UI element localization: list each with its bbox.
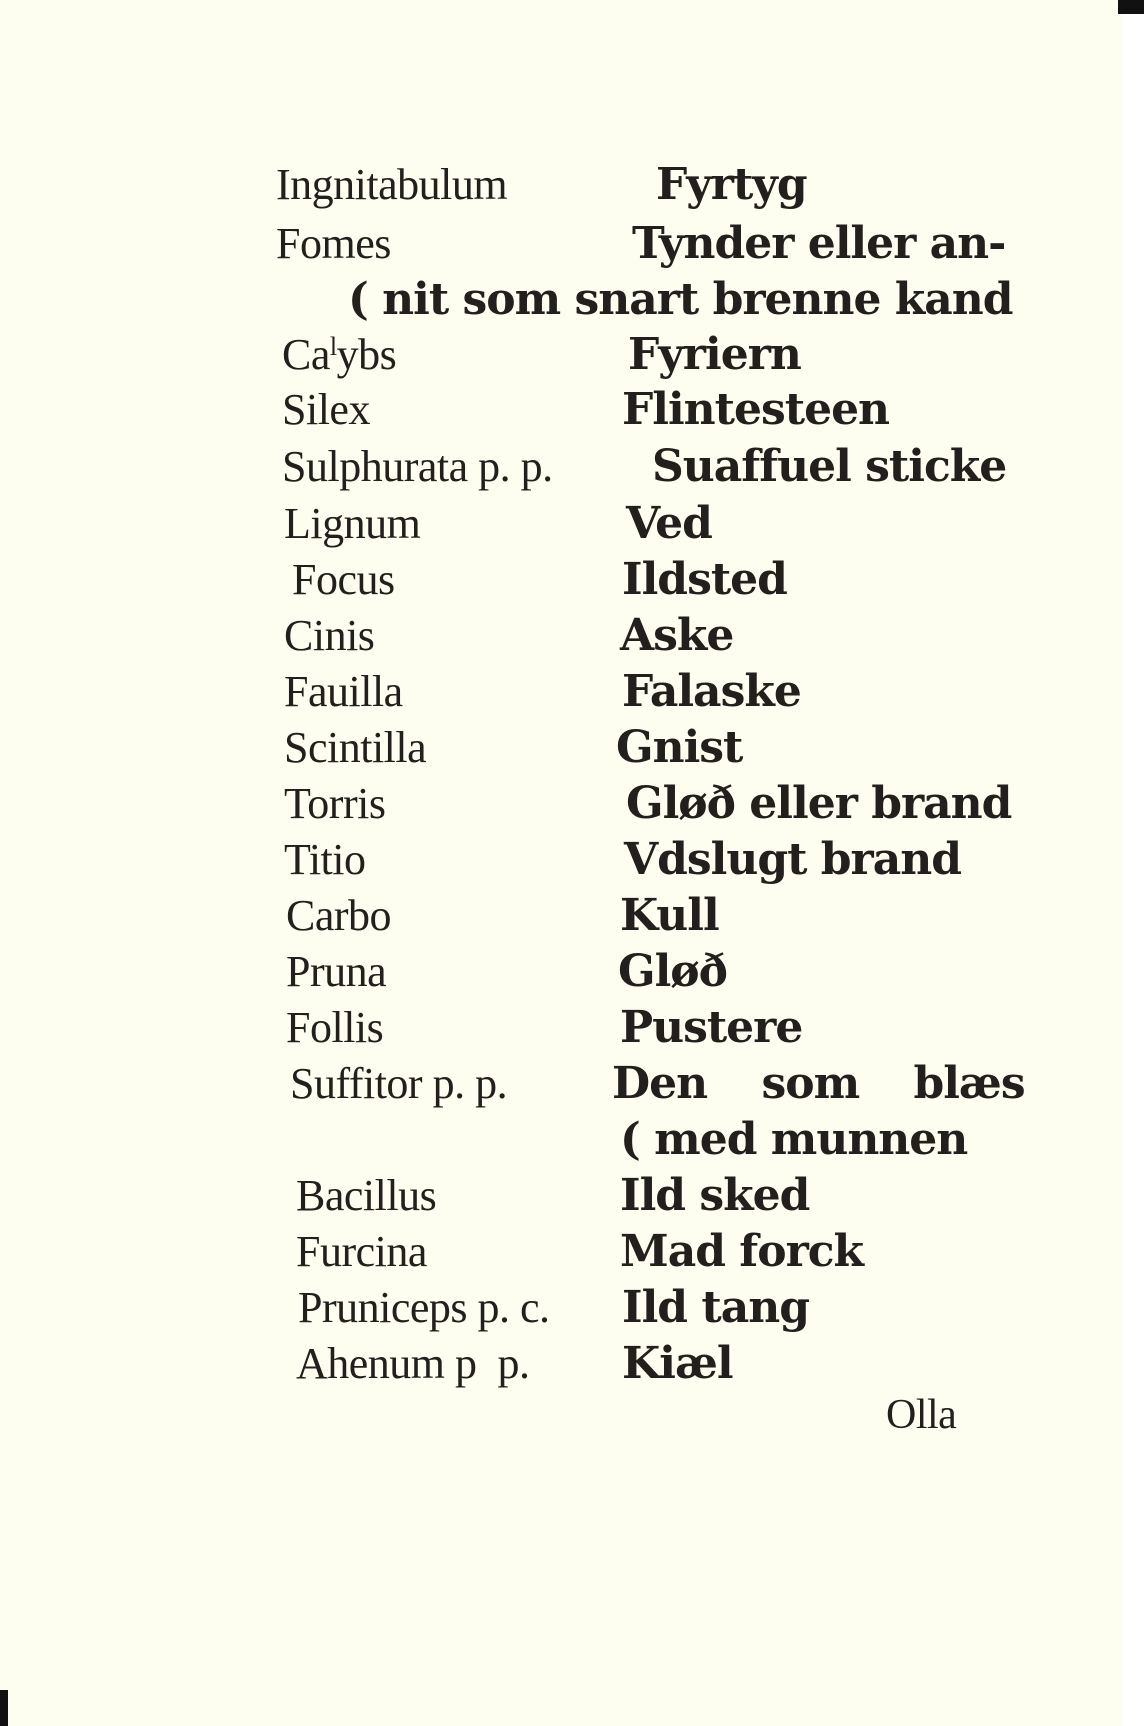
danish-term: Tynder eller an- [632, 218, 1006, 269]
danish-term: Pustere [620, 1002, 803, 1053]
danish-term: Gløð eller brand [626, 778, 1012, 829]
latin-term: Furcina [296, 1227, 427, 1276]
danish-term: Flintesteen [622, 384, 890, 435]
danish-term: Gløð [618, 946, 727, 997]
latin-term: Scintilla [284, 723, 427, 772]
danish-term: Falaske [622, 666, 801, 717]
latin-term: Silex [282, 385, 370, 434]
catchword: Olla [886, 1392, 957, 1438]
latin-term: Pruniceps p. c. [298, 1283, 550, 1332]
latin-term: Focus [292, 555, 395, 604]
latin-term: Follis [286, 1003, 384, 1052]
continuation-line: ( nit som snart brenne kand [348, 274, 1013, 325]
danish-term: Gnist [616, 722, 743, 773]
danish-term: Ildsted [622, 554, 787, 605]
latin-term: Ahenum p p. [296, 1339, 530, 1388]
latin-term: Lignum [284, 499, 421, 548]
scan-edge-mark [1118, 0, 1144, 14]
latin-term-part: ybs [336, 330, 397, 379]
latin-term: Suffitor p. p. [290, 1059, 508, 1108]
danish-term: Den som blæs [612, 1058, 1025, 1109]
latin-term: Bacillus [296, 1171, 437, 1220]
danish-term: Vdslugt brand [624, 834, 962, 885]
latin-term: Ingnitabulum [276, 160, 508, 209]
danish-term: Ved [626, 498, 712, 549]
danish-term: Fyriern [628, 329, 801, 380]
latin-term: Titio [284, 835, 366, 884]
danish-term: Fyrtyg [656, 159, 807, 210]
danish-term: Kiæl [622, 1338, 733, 1389]
scan-edge [1122, 0, 1144, 1726]
latin-term-superscript: l [329, 332, 337, 361]
latin-term: Cinis [284, 611, 375, 660]
latin-term: Pruna [286, 947, 387, 996]
danish-term: Aske [620, 610, 734, 661]
danish-term: Mad forck [620, 1226, 864, 1277]
danish-term: Ild sked [620, 1170, 810, 1221]
latin-term: Torris [284, 779, 386, 828]
danish-term: Suaffuel sticke [652, 441, 1007, 492]
scan-edge-mark [0, 1690, 8, 1726]
danish-term: Ild tang [622, 1282, 809, 1333]
continuation-line: ( med munnen [620, 1114, 968, 1165]
latin-term-part: Ca [282, 330, 330, 379]
latin-term [282, 330, 397, 379]
latin-term: Carbo [286, 891, 392, 940]
latin-term: Sulphurata p. p. [282, 442, 553, 491]
latin-term: Fomes [276, 219, 391, 268]
danish-term: Kull [620, 890, 719, 941]
latin-term: Fauilla [284, 667, 403, 716]
